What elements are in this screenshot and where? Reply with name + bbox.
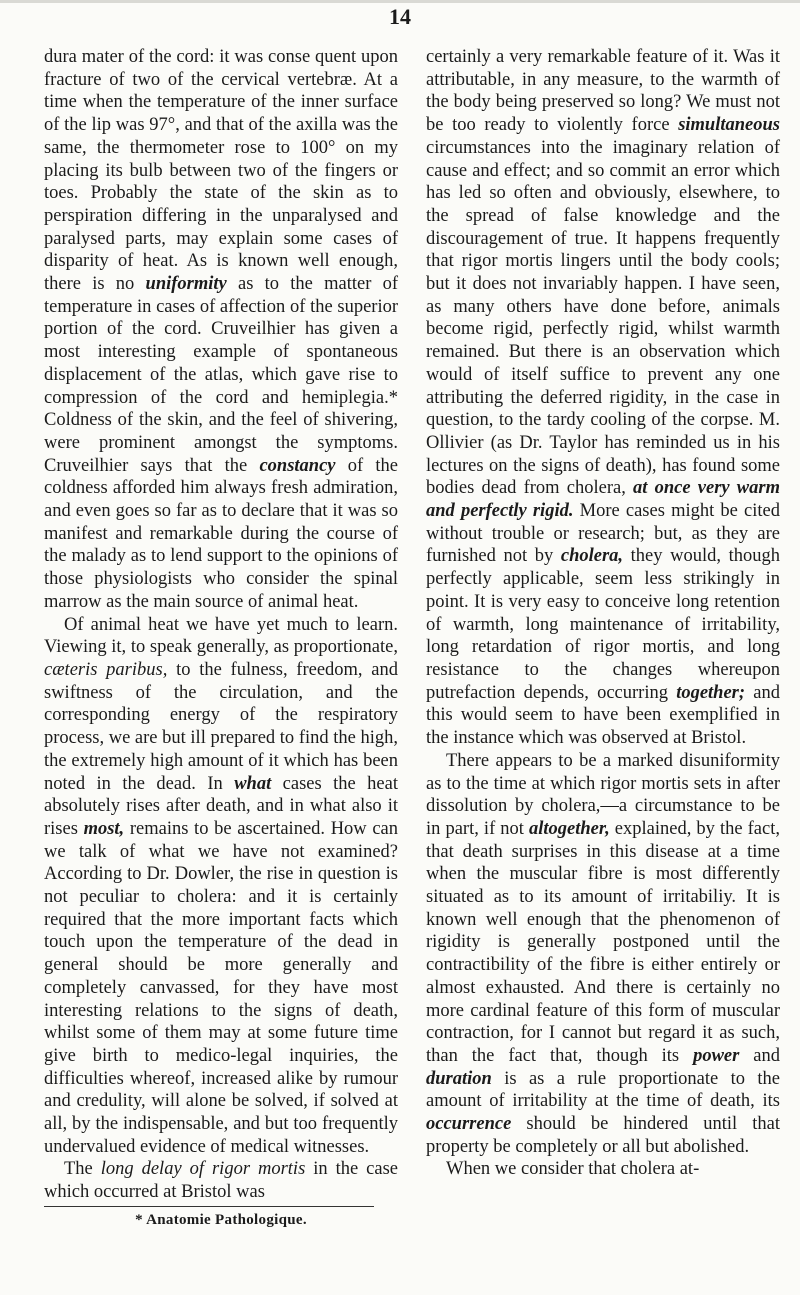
right-column	[426, 46, 780, 1181]
left-paragraph-2: Of animal heat we have yet much to learn. Viewing it, to speak generally, as proportionate, cæteris paribus, to the fulness, freedom, and swiftness of the circulation, and the corresponding energy of the respiratory process, we are but ill prepared to find the high, the extremely high amount of it which has been noted in the dead. In what cases the heat absolutely rises after death, and in what also it rises most, remains to be ascertained. How can we talk of what we have not examined? According to Dr. Dowler, the rise in question is not peculiar to cholera: and it is certainly required that the more important facts which touch upon the temperature of the dead in general should be more generally and completely canvassed, for they have most interesting relations to the signs of death, whilst some of them may at some future time give birth to medico-legal inquiries, the difficulties whereof, increased alike by rumour and credulity, will alone be solved, if solved at all, by the indispensable, and but too frequently undervalued evidence of medical witnesses.	[44, 614, 398, 1157]
right-paragraph-1: certainly a very remarkable feature of it. Was it attributable, in any measure, to the warmth of the body being preserved so long? We must not be too ready to violently force simultaneous circumstances into the imaginary relation of cause and effect; and so commit an error which has led so often and obviously, elsewhere, to the spread of false knowledge and the discouragement of true. It happens frequently that rigor mortis lingers until the body cools; but it does not invariably happen. I have seen, as many others have done before, animals become rigid, perfectly rigid, whilst warmth remained. But there is an observation which would of itself suffice to prevent any one attributing the deferred rigidity, in the case in question, to the tardy cooling of the corpse. M. Ollivier (as Dr. Taylor has reminded us in his lectures on the signs of death), has found some bodies dead from cholera, at once very warm and perfectly rigid. More cases might be cited without trouble or research; but, as they are furnished not by cholera, they would, though perfectly applicable, seem less strikingly in point. It is very easy to conceive long retention of warmth, long maintenance of irritability, long retardation of rigor mortis, and long resistance to the changes whereupon putrefaction depends, occurring together; and this would seem to have been exemplified in the instance which was observed at Bristol.	[426, 47, 780, 749]
left-column	[44, 46, 398, 1232]
left-paragraph-1: dura mater of the cord: it was conse quent upon fracture of two of the cervical vertebræ. At a time when the temperature of the inner surface of the lip was 97°, and that of the axilla was the same, the thermometer rose to 100° on my placing its bulb between two of the fingers or toes. Probably the state of the skin as to perspiration differing in the unparalysed and paralysed parts, may explain some cases of disparity of heat. As is known well enough, there is no uniformity as to the matter of temperature in cases of affection of the superior portion of the cord. Cruveilhier has given a most interesting example of spontaneous displacement of the atlas, which gave rise to compression of the cord and hemiplegia.* Coldness of the skin, and the feel of shivering, were prominent amongst the symptoms. Cruveilhier says that the constancy of the coldness afforded him always fresh admiration, and even goes so far as to declare that it was so manifest and remarkable during the course of the malady as to lend support to the opinions of those physiologists who consider the spinal marrow as the main source of animal heat.	[44, 47, 398, 612]
footnote: * Anatomie Pathologique.	[135, 1211, 307, 1228]
left-paragraph-3: The long delay of rigor mortis in the case which occurred at Bristol was	[44, 1159, 399, 1203]
page-number: 14	[389, 4, 411, 29]
footnote-rule	[44, 1206, 374, 1207]
scan-edge	[0, 0, 800, 3]
right-paragraph-2: There appears to be a marked disuniformity as to the time at which rigor mortis sets in after dissolution by cholera,—a circumstance to be in part, if not altogether, explained, by the fact, that death surprises in this disease at a time when the muscular fibre is most differently situated as to its amount of irritabiliy. It is known well enough that the phenomenon of rigidity is generally postponed until the contractibility of the fibre is either entirely or almost exhausted. And there is certainly no more cardinal feature of this form of muscular contraction, for I cannot but regard it as such, than the fact that, though its power and duration is as a rule proportionate to the amount of irritability at the time of death, its occurrence should be hindered until that property be completely or all but abolished.	[426, 750, 780, 1157]
right-paragraph-3: When we consider that cholera at-	[446, 1159, 700, 1180]
